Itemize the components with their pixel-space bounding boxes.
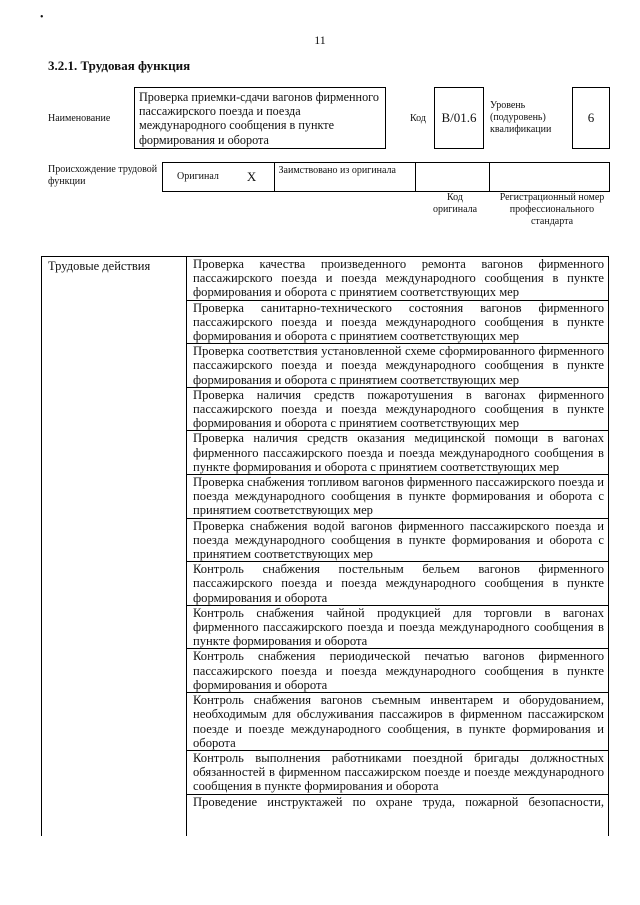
origin-label: Происхождение трудовой функции [48,164,158,187]
table-row: Контроль снабжения вагонов съемным инвентарем и оборудованием, необходимым для обслуживания пассажиров в фирменном пассажирском поезде и поезде международного сообщения, в пункте формирования и оборота [187,693,608,751]
table-row: Проверка снабжения водой вагонов фирменного пассажирского поезда и поезда международного сообщения в пункте формирования и оборота с принятием соответствующих мер [187,519,608,563]
level-label: Уровень (подуровень) квалификации [490,100,552,135]
table-row: Проверка санитарно-технического состояния вагонов фирменного пассажирского поезда и поезда международного сообщения в пункте формирования и оборота с принятием соответствующих мер [187,301,608,345]
table-row: Контроль выполнения работниками поездной бригады должностных обязанностей в фирменном пассажирском поезде и поезде международного сообщения в пункте формирования и оборота [187,751,608,795]
section-title: 3.2.1. Трудовая функция [48,58,191,73]
corner-mark: • [40,12,44,23]
labor-actions-list [187,257,608,810]
table-row: Проверка наличия средств пожаротушения в вагонах фирменного пассажирского поезда и поезда международного сообщения в пункте формирования и оборота с принятием соответствующих мер [187,388,608,432]
original-code-caption: Код оригинала [432,192,478,215]
table-row: Контроль снабжения чайной продукцией для торговли в вагонах фирменного пассажирского поезда и поезда международного сообщения в пункте формирования и оборота [187,606,608,650]
code-label: Код [410,113,426,124]
registration-number-caption: Регистрационный номер профессионального стандарта [499,192,605,227]
table-row: Проверка соответствия установленной схеме сформированного фирменного пассажирского поезда и поезда международного сообщения в пункте формирования и оборота с принятием соответствующих мер [187,344,608,388]
original-mark: X [246,169,257,184]
table-row: Проверка снабжения топливом вагонов фирменного пассажирского поезда и поезда международного сообщения в пункте формирования и оборота с принятием соответствующих мер [187,475,608,519]
borrowed-label: Заимствовано из оригинала [275,163,416,191]
original-label: Оригинал [177,171,219,182]
page-number: 11 [314,33,326,47]
table-row: Проверка наличия средств оказания медицинской помощи в вагонах фирменного пассажирского поезда и поезда международного сообщения в пункте формирования и оборота с принятием соответствующих мер [187,431,608,475]
table-row: Контроль снабжения постельным бельем вагонов фирменного пассажирского поезда и поезда международного сообщения в пункте формирования и оборота [187,562,608,606]
table-row: Проверка качества произведенного ремонта вагонов фирменного пассажирского поезда и поезда международного сообщения в пункте формирования и оборота с принятием соответствующих мер [187,257,608,301]
function-name-value: Проверка приемки-сдачи вагонов фирменного пассажирского поезда и поезда международного сообщения в пункте формирования и оборота [134,87,386,149]
level-value: 6 [572,87,610,149]
origin-original-cell [163,163,275,191]
table-row: Контроль снабжения периодической печатью вагонов фирменного пассажирского поезда и поезда международного сообщения в пункте формирования и оборота [187,649,608,693]
original-code-cell [416,163,490,191]
name-label: Наименование [48,113,111,124]
labor-actions-table [41,256,609,836]
code-value: В/01.6 [434,87,484,149]
labor-actions-label: Трудовые действия [48,259,151,273]
origin-table [162,162,610,192]
table-row: Проведение инструктажей по охране труда, пожарной безопасности, [193,794,604,809]
registration-number-cell [490,163,609,191]
